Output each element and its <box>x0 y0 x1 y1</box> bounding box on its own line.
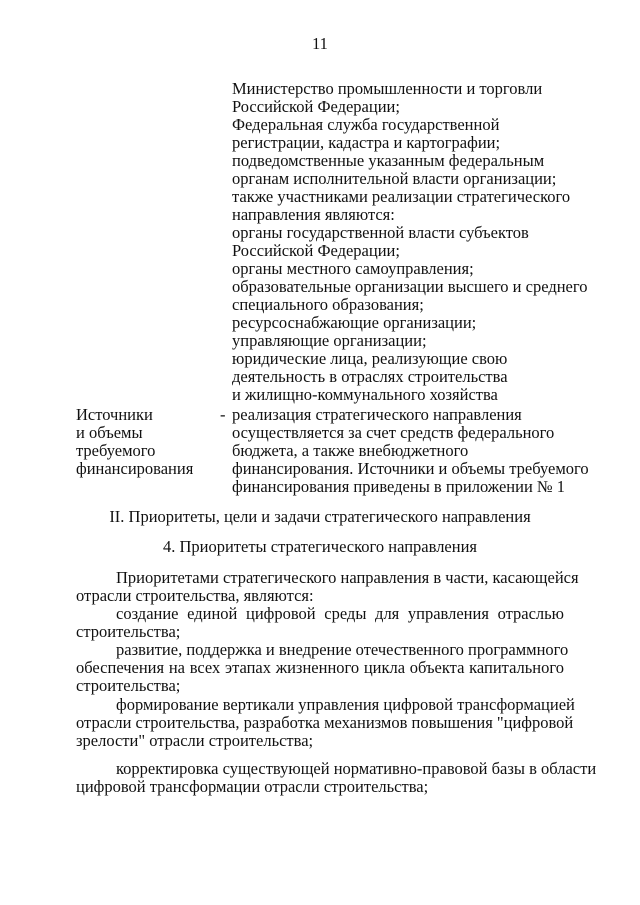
participants-line: направления являются: <box>232 205 395 224</box>
participants-line: специального образования; <box>232 295 424 314</box>
paragraph-first-line: Приоритетами стратегического направления в части, касающейся <box>116 568 579 587</box>
financing-text-line: бюджета, а также внебюджетного <box>232 441 469 460</box>
financing-label-line: и объемы <box>76 423 143 442</box>
paragraph-line: обеспечения на всех этапах жизненного цикла объекта капитального <box>76 658 564 677</box>
paragraph-line: отрасли строительства, разработка механизмов повышения "цифровой <box>76 713 574 732</box>
participants-line: регистрации, кадастра и картографии; <box>232 133 501 152</box>
participants-line: органы государственной власти субъектов <box>232 223 529 242</box>
paragraph-line: строительства; <box>76 676 181 695</box>
participants-line: также участниками реализации стратегического <box>232 187 571 206</box>
participants-line: управляющие организации; <box>232 331 427 350</box>
financing-separator: - <box>220 405 226 424</box>
participants-line: органы местного самоуправления; <box>232 259 474 278</box>
paragraph-line: цифровой трансформации отрасли строительства; <box>76 777 429 796</box>
paragraph-line: зрелости" отрасли строительства; <box>76 731 314 750</box>
financing-label-line: требуемого <box>76 441 156 460</box>
participants-line: Министерство промышленности и торговли <box>232 79 543 98</box>
participants-line: Российской Федерации; <box>232 97 400 116</box>
financing-text-line: финансирования приведены в приложении № 1 <box>232 477 566 496</box>
paragraph-first-line: развитие, поддержка и внедрение отечественного программного <box>116 640 569 659</box>
financing-text-line: реализация стратегического направления <box>232 405 522 424</box>
subsection-heading: 4. Приоритеты стратегического направления <box>162 537 478 556</box>
participants-line: Российской Федерации; <box>232 241 400 260</box>
paragraph-first-line: формирование вертикали управления цифровой трансформацией <box>116 695 575 714</box>
section-heading: II. Приоритеты, цели и задачи стратегического направления <box>109 507 531 526</box>
participants-line: деятельность в отраслях строительства <box>232 367 508 386</box>
participants-line: образовательные организации высшего и среднего <box>232 277 588 296</box>
financing-label-line: финансирования <box>76 459 194 478</box>
paragraph-line: отрасли строительства, являются: <box>76 586 314 605</box>
participants-line: и жилищно-коммунального хозяйства <box>232 385 498 404</box>
financing-label-line: Источники <box>76 405 153 424</box>
participants-line: органам исполнительной власти организации; <box>232 169 557 188</box>
paragraph-first-line: создание единой цифровой среды для управления отраслью <box>116 604 564 623</box>
participants-line: юридические лица, реализующие свою <box>232 349 508 368</box>
participants-line: ресурсоснабжающие организации; <box>232 313 477 332</box>
paragraph-line: строительства; <box>76 622 181 641</box>
paragraph-first-line: корректировка существующей нормативно-правовой базы в области <box>116 759 597 778</box>
participants-line: подведомственные указанным федеральным <box>232 151 545 170</box>
financing-text-line: осуществляется за счет средств федерального <box>232 423 555 442</box>
participants-line: Федеральная служба государственной <box>232 115 500 134</box>
financing-text-line: финансирования. Источники и объемы требуемого <box>232 459 589 478</box>
page-number: 11 <box>312 34 328 53</box>
